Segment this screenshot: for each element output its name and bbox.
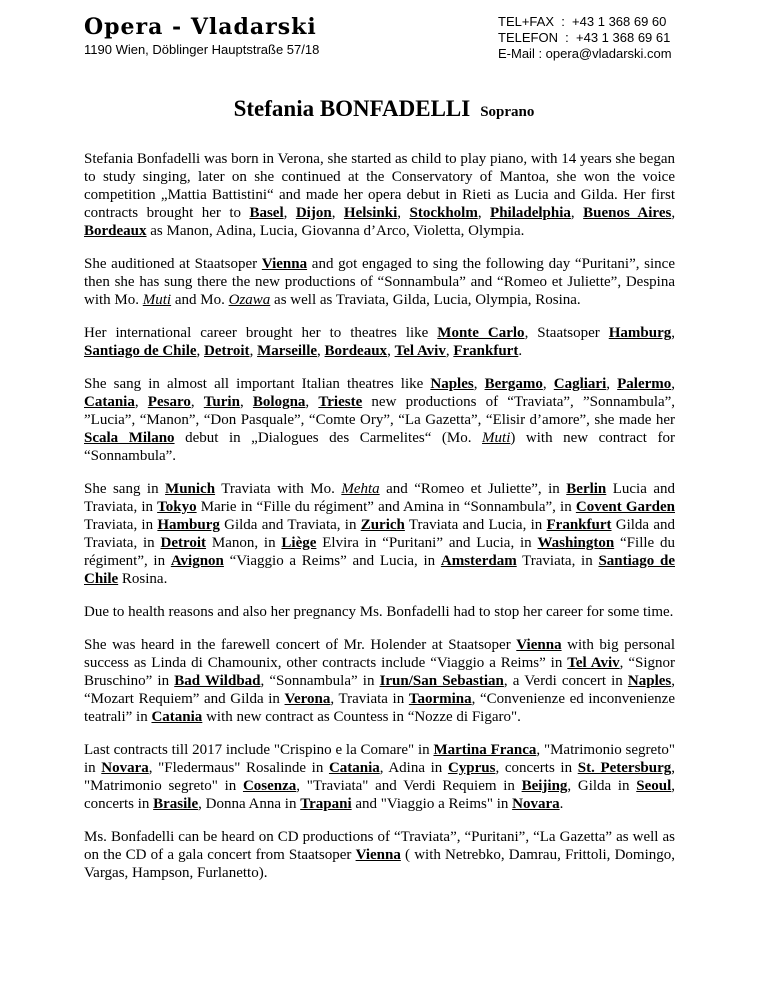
venue-name: Cosenza xyxy=(242,778,297,794)
bio-text: . xyxy=(518,343,523,359)
bio-text: ( with Netrebko, Damrau, Frittoli, Domingo, Vargas, Hampson, Furlanetto). xyxy=(84,847,675,881)
venue-name: Detroit xyxy=(160,535,207,551)
bio-text: Her international career brought her to theatres like xyxy=(84,325,438,341)
bio-text: She sang in xyxy=(84,481,166,497)
venue-name: Marseille xyxy=(257,343,318,359)
bio-text: Traviata, in xyxy=(84,517,158,533)
venue-name: Taormina xyxy=(408,691,472,707)
bio-text: Marie in “Fille du régiment” and Amina in “Sonnambula”, in xyxy=(196,499,576,515)
letterhead-brand-block xyxy=(84,14,319,57)
venue-name: Washington xyxy=(537,535,615,551)
venue-name: Santiago de Chile xyxy=(84,553,675,587)
venue-name: Tokyo xyxy=(157,499,197,515)
bio-text: , xyxy=(387,343,395,359)
bio-text: , "Matrimonio segreto" in xyxy=(84,742,675,776)
bio-text: . xyxy=(559,796,564,812)
venue-name: Vienna xyxy=(355,847,401,863)
venue-name: Liège xyxy=(281,535,317,551)
bio-text: , "Matrimonio segreto" in xyxy=(84,760,676,794)
bio-text: , "Fledermaus" Rosalinde in xyxy=(148,760,329,776)
bio-text: and “Romeo et Juliette”, in xyxy=(379,481,567,497)
bio-text: , xyxy=(542,376,554,392)
venue-name: Beijing xyxy=(521,778,568,794)
bio-paragraph xyxy=(84,324,675,360)
bio-text: Last contracts till 2017 include "Crispino e la Comare" in xyxy=(84,742,434,758)
venue-name: Buenos Aires xyxy=(583,205,672,221)
bio-text: , Donna Anna in xyxy=(198,796,301,812)
bio-text: Traviata with Mo. xyxy=(215,481,342,497)
bio-text: , xyxy=(134,394,148,410)
venue-name: Zurich xyxy=(360,517,405,533)
bio-text: as Manon, Adina, Lucia, Giovanna d’Arco, Violetta, Olympia. xyxy=(146,223,525,239)
venue-name: Monte Carlo xyxy=(437,325,525,341)
bio-text: , Traviata in xyxy=(330,691,409,707)
bio-text: and "Viaggio a Reims" in xyxy=(351,796,513,812)
venue-name: Basel xyxy=(249,205,284,221)
bio-paragraph xyxy=(84,480,675,588)
bio-paragraph xyxy=(84,741,675,813)
venue-name: Berlin xyxy=(566,481,607,497)
bio-text: as well as Traviata, Gilda, Lucia, Olympia, Rosina. xyxy=(270,292,581,308)
venue-name: Catania xyxy=(328,760,380,776)
bio-text: , “Convenienze ed inconvenienze teatrali” in xyxy=(84,691,675,725)
bio-text: Due to health reasons and also her pregnancy Ms. Bonfadelli had to stop her career for some time. xyxy=(84,604,674,620)
bio-paragraph xyxy=(84,636,675,726)
voice-type: Soprano xyxy=(480,104,535,120)
bio-text: , xyxy=(283,205,296,221)
bio-text: debut in „Dialogues des Carmelites“ (Mo. xyxy=(174,430,483,446)
bio-text: ) with new contract for “Sonnambula”. xyxy=(84,430,675,464)
bio-text: , xyxy=(671,205,676,221)
bio-text: , xyxy=(671,325,675,341)
bio-text: , xyxy=(190,394,204,410)
conductor-name: Muti xyxy=(142,292,172,308)
venue-name: Philadelphia xyxy=(490,205,571,221)
bio-text: Rosina. xyxy=(118,571,168,587)
venue-name: Palermo xyxy=(617,376,672,392)
venue-name: Amsterdam xyxy=(440,553,517,569)
venue-name: Detroit xyxy=(204,343,250,359)
venue-name: Trapani xyxy=(300,796,352,812)
bio-text: , “Signor Bruschino” in xyxy=(84,655,675,689)
bio-text: with big personal success as Linda di Chamounix, other contracts include “Viaggio a Reims” in xyxy=(84,637,675,671)
venue-name: Novara xyxy=(512,796,560,812)
bio-text: Lucia and Traviata, in xyxy=(84,481,675,515)
bio-paragraph xyxy=(84,828,675,882)
email-line: E-Mail : opera@vladarski.com xyxy=(498,46,672,61)
bio-paragraph xyxy=(84,255,675,309)
venue-name: Avignon xyxy=(170,553,224,569)
bio-text: , “Mozart Requiem” and Gilda in xyxy=(84,673,675,707)
bio-text: with new contract as Countess in “Nozze di Figaro". xyxy=(202,709,521,725)
bio-text: She auditioned at Staatsoper xyxy=(84,256,262,272)
venue-name: Stockholm xyxy=(409,205,478,221)
bio-text: , xyxy=(477,205,491,221)
bio-text: , xyxy=(239,394,253,410)
venue-name: Tel Aviv xyxy=(567,655,620,671)
venue-name: Catania xyxy=(84,394,135,410)
bio-text: , xyxy=(397,205,410,221)
venue-name: Helsinki xyxy=(343,205,398,221)
venue-name: Frankfurt xyxy=(453,343,519,359)
bio-text: , xyxy=(570,205,584,221)
artist-name: Stefania BONFADELLI xyxy=(233,96,471,121)
conductor-name: Ozawa xyxy=(228,292,271,308)
phone-fax-line: TEL+FAX : +43 1 368 69 60 xyxy=(498,14,667,29)
bio-text: Manon, in xyxy=(206,535,282,551)
bio-text: , xyxy=(671,376,676,392)
bio-text: , xyxy=(196,343,205,359)
venue-name: Hamburg xyxy=(157,517,220,533)
agency-logo-text: Opera - Vladarski xyxy=(84,14,317,40)
bio-text: , xyxy=(473,376,485,392)
venue-name: Naples xyxy=(627,673,672,689)
venue-name: Bologna xyxy=(252,394,306,410)
venue-name: Irun/San Sebastian xyxy=(379,673,504,689)
venue-name: Catania xyxy=(151,709,203,725)
venue-name: Santiago de Chile xyxy=(84,343,197,359)
conductor-name: Muti xyxy=(482,430,511,446)
bio-text: “Fille du régiment”, in xyxy=(84,535,675,569)
bio-text: , concerts in xyxy=(495,760,578,776)
venue-name: Bordeaux xyxy=(84,223,147,239)
venue-name: Novara xyxy=(101,760,149,776)
bio-text: Gilda and Traviata, in xyxy=(219,517,361,533)
bio-text: Ms. Bonfadelli can be heard on CD productions of “Traviata”, “Puritani”, “La Gazetta” as well as on the CD of a gala concert from Staatsoper xyxy=(84,829,675,863)
bio-paragraph xyxy=(84,150,675,240)
venue-name: Cagliari xyxy=(553,376,607,392)
bio-text: Elvira in “Puritani” and Lucia, in xyxy=(316,535,538,551)
bio-text: , concerts in xyxy=(84,778,676,812)
venue-name: Brasile xyxy=(153,796,199,812)
bio-text: , xyxy=(331,205,344,221)
venue-name: St. Petersburg xyxy=(577,760,672,776)
venue-name: Vienna xyxy=(261,256,308,272)
bio-text: , xyxy=(249,343,258,359)
bio-text: Traviata and Lucia, in xyxy=(404,517,547,533)
venue-name: Seoul xyxy=(636,778,672,794)
venue-name: Verona xyxy=(284,691,331,707)
venue-name: Naples xyxy=(430,376,474,392)
venue-name: Dijon xyxy=(295,205,332,221)
bio-text: Stefania Bonfadelli was born in Verona, she started as child to play piano, with 14 years she began to study singing, later on she continued at the Conservatory of Mantoa, she won the voice competition „Mattia Battistini“ and made her opera debut in Rieti as Lucia and Gilda. Her first contracts brought her to xyxy=(84,151,675,221)
bio-text: , xyxy=(606,376,618,392)
bio-text: , Adina in xyxy=(379,760,448,776)
venue-name: Tel Aviv xyxy=(394,343,446,359)
bio-paragraph xyxy=(84,603,675,621)
venue-name: Pesaro xyxy=(147,394,191,410)
bio-text: , xyxy=(305,394,319,410)
bio-text: , "Traviata" and Verdi Requiem in xyxy=(296,778,522,794)
bio-text: , a Verdi concert in xyxy=(503,673,628,689)
document-title xyxy=(0,96,768,122)
bio-text: , Gilda in xyxy=(567,778,637,794)
bio-text: Gilda and Traviata, in xyxy=(84,517,675,551)
venue-name: Bad Wildbad xyxy=(174,673,261,689)
venue-name: Vienna xyxy=(516,637,562,653)
venue-name: Trieste xyxy=(318,394,363,410)
bio-text: She was heard in the farewell concert of Mr. Holender at Staatsoper xyxy=(84,637,517,653)
bio-text: , Staatsoper xyxy=(524,325,609,341)
bio-text: She sang in almost all important Italian theatres like xyxy=(84,376,431,392)
venue-name: Munich xyxy=(165,481,216,497)
bio-text: Traviata, in xyxy=(516,553,599,569)
venue-name: Bergamo xyxy=(484,376,543,392)
venue-name: Covent Garden xyxy=(575,499,675,515)
biography-body xyxy=(84,150,675,897)
phone-line: TELEFON : +43 1 368 69 61 xyxy=(498,30,671,45)
bio-text: “Viaggio a Reims” and Lucia, in xyxy=(223,553,441,569)
bio-text: , “Sonnambula” in xyxy=(260,673,380,689)
venue-name: Frankfurt xyxy=(546,517,612,533)
venue-name: Cyprus xyxy=(447,760,496,776)
letterhead-contact-block xyxy=(498,14,672,62)
bio-text: and got engaged to sing the following day “Puritani”, since then she has sung there the new productions of “Sonnambula” and “Romeo et Juliette”, Despina with Mo. xyxy=(84,256,675,308)
venue-name: Scala Milano xyxy=(84,430,175,446)
bio-paragraph xyxy=(84,375,675,465)
venue-name: Bordeaux xyxy=(324,343,388,359)
bio-text: and Mo. xyxy=(171,292,229,308)
conductor-name: Mehta xyxy=(341,481,380,497)
venue-name: Turin xyxy=(203,394,240,410)
venue-name: Martina Franca xyxy=(433,742,537,758)
venue-name: Hamburg xyxy=(608,325,672,341)
bio-text: , xyxy=(317,343,325,359)
agency-address: 1190 Wien, Döblinger Hauptstraße 57/18 xyxy=(84,42,320,57)
bio-text: new productions of “Traviata”, ”Sonnambula”, ”Lucia”, “Manon”, “Don Pasquale”, “Comte Ory”, “La Gazetta”, “Elisir d’amore”, she made her xyxy=(84,394,676,428)
bio-text: , xyxy=(445,343,454,359)
